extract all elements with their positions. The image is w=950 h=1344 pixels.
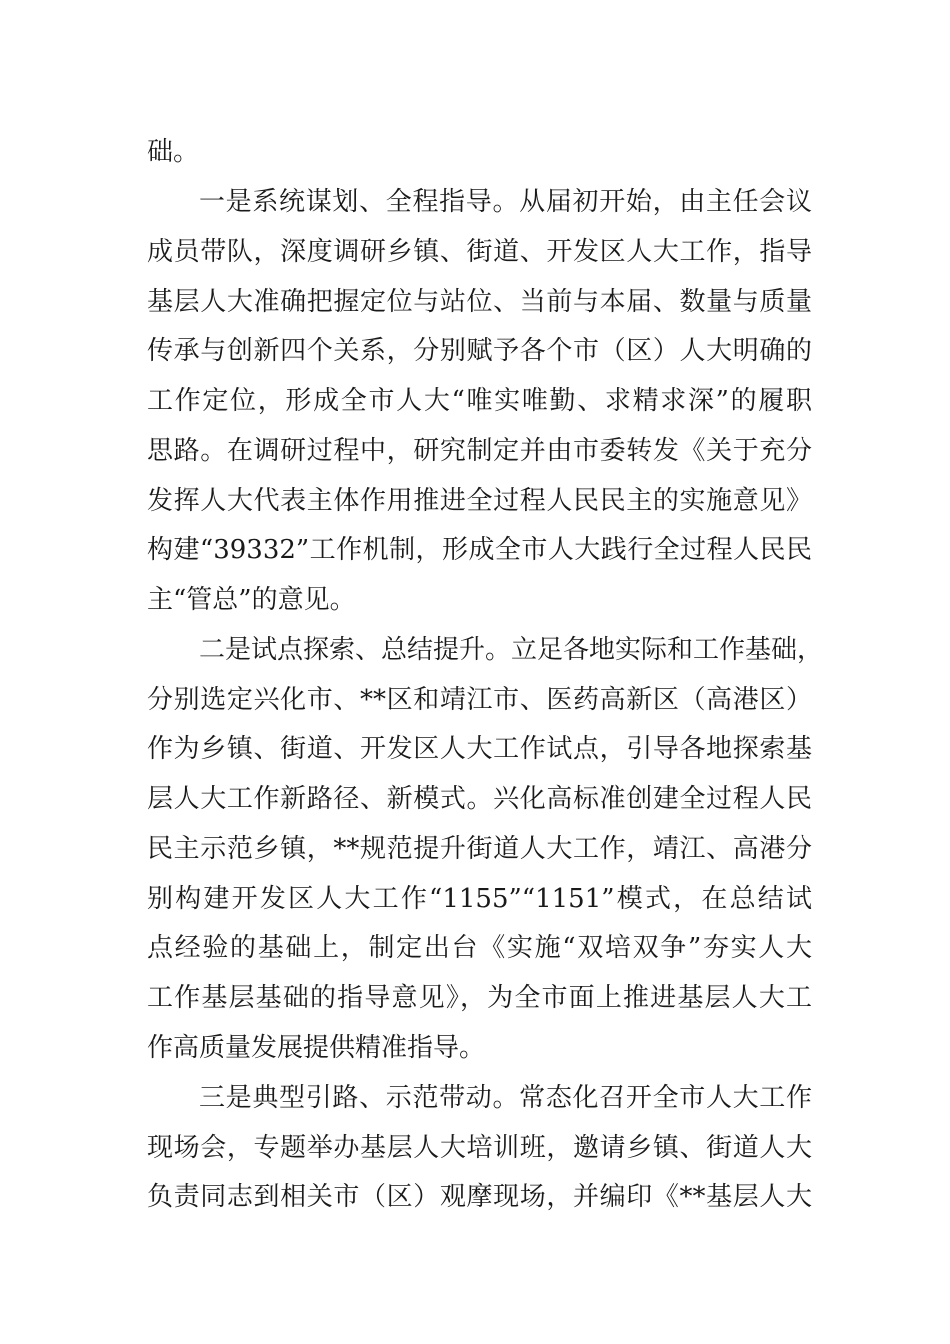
- text-line: 础。: [147, 137, 200, 167]
- text-line: 别构建开发区人大工作“1155”“1151”模式，在总结试: [147, 884, 812, 914]
- text-line: 传承与创新四个关系，分别赋予各个市（区）人大明确的: [147, 336, 812, 366]
- paragraph-first-line: 二是试点探索、总结提升。立足各地实际和工作基础，: [199, 635, 824, 665]
- text-line: 思路。在调研过程中，研究制定并由市委转发《关于充分: [147, 436, 812, 466]
- text-line: 发挥人大代表主体作用推进全过程人民民主的实施意见》: [147, 486, 812, 516]
- text-line: 现场会，专题举办基层人大培训班，邀请乡镇、街道人大: [147, 1133, 812, 1163]
- text-line: 层人大工作新路径、新模式。兴化高标准创建全过程人民: [147, 784, 812, 814]
- text-line: 成员带队，深度调研乡镇、街道、开发区人大工作，指导: [147, 237, 812, 267]
- text-line: 民主示范乡镇，**规范提升街道人大工作，靖江、高港分: [147, 834, 812, 864]
- text-line: 点经验的基础上，制定出台《实施“双培双争”夯实人大: [147, 933, 812, 963]
- text-line: 工作基层基础的指导意见》，为全市面上推进基层人大工: [147, 983, 812, 1013]
- text-line: 主“管总”的意见。: [147, 585, 356, 615]
- text-line: 作高质量发展提供精准指导。: [147, 1033, 486, 1063]
- text-line: 基层人大准确把握定位与站位、当前与本届、数量与质量: [147, 287, 812, 317]
- text-line: 分别选定兴化市、**区和靖江市、医药高新区（高港区）: [147, 685, 812, 715]
- text-line: 作为乡镇、街道、开发区人大工作试点，引导各地探索基: [147, 734, 812, 764]
- text-line: 构建“39332”工作机制，形成全市人大践行全过程人民民: [147, 535, 812, 565]
- text-line: 工作定位，形成全市人大“唯实唯勤、求精求深”的履职: [147, 386, 812, 416]
- text-line: 负责同志到相关市（区）观摩现场，并编印《**基层人大: [147, 1182, 812, 1212]
- paragraph-first-line: 三是典型引路、示范带动。常态化召开全市人大工作: [199, 1083, 812, 1113]
- paragraph-first-line: 一是系统谋划、全程指导。从届初开始，由主任会议: [199, 187, 812, 217]
